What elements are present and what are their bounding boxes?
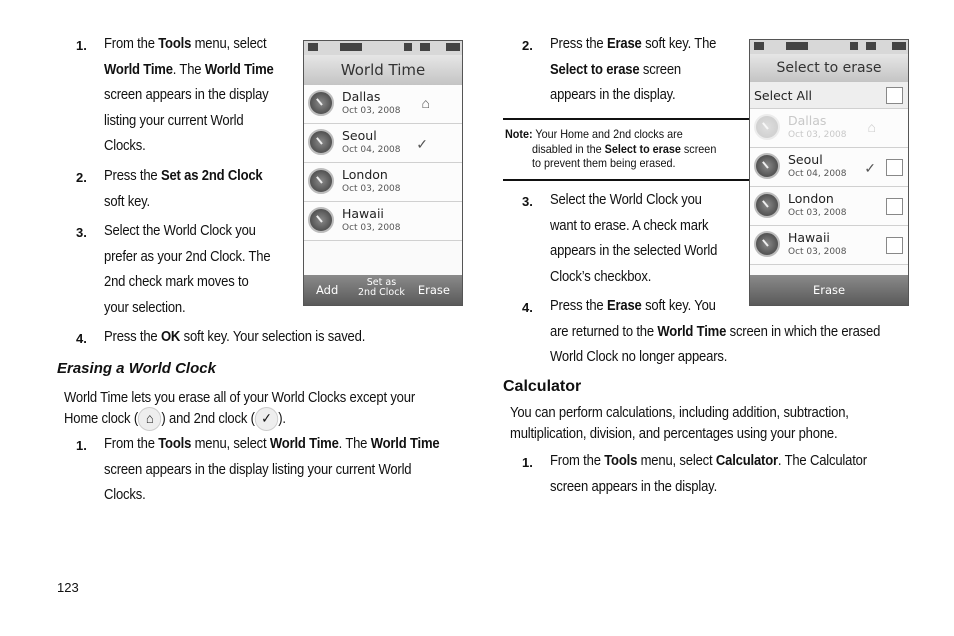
- clock-icon: [308, 129, 334, 155]
- step-text: Press the Erase soft key. You are returned to the World Time screen in which the erased World Clock no longer appears.: [550, 298, 881, 365]
- soft-key-bar: [304, 275, 462, 305]
- step-number: 3.: [76, 225, 87, 240]
- section-heading: Erasing a World Clock: [57, 360, 216, 377]
- clock-name: Seoul: [342, 128, 377, 143]
- clock-icon: [308, 90, 334, 116]
- list-item[interactable]: [304, 124, 462, 163]
- checkbox[interactable]: [886, 198, 903, 215]
- clock-name: London: [788, 191, 834, 206]
- note-block: Note: Your Home and 2nd clocks are disabled in the Select to erase screen to prevent them being erased.: [505, 127, 717, 170]
- clock-date: Oct 03, 2008: [342, 223, 401, 233]
- phone-screen-world-time: [303, 40, 463, 306]
- check-icon: ✓: [416, 136, 428, 152]
- set-2nd-clock-softkey[interactable]: Set as 2nd Clock: [358, 277, 405, 298]
- check-icon: ✓: [255, 407, 278, 431]
- clock-icon: [754, 153, 780, 179]
- clock-date: Oct 04, 2008: [342, 145, 401, 155]
- clock-date: Oct 04, 2008: [788, 169, 847, 179]
- clock-icon: [308, 207, 334, 233]
- step-text: Press the Erase soft key. The Select to erase screen appears in the display.: [550, 36, 717, 103]
- screen-title: Select to erase: [750, 54, 908, 82]
- step-text: Select the World Clock you want to erase. A check mark appears in the selected World Clock’s checkbox.: [550, 192, 718, 285]
- check-icon: ✓: [864, 160, 876, 176]
- list-item[interactable]: [304, 163, 462, 202]
- clock-date: Oct 03, 2008: [788, 130, 847, 140]
- checkbox[interactable]: [886, 159, 903, 176]
- select-all-label: Select All: [754, 88, 813, 103]
- erase-softkey[interactable]: Erase: [417, 283, 450, 297]
- step-number: 3.: [522, 194, 533, 209]
- select-all-row[interactable]: [750, 82, 908, 109]
- status-bar: [304, 41, 462, 55]
- soft-key-bar: [750, 275, 908, 305]
- section-heading: Calculator: [503, 378, 582, 395]
- intro-text: You can perform calculations, including addition, subtraction, multiplication, division, and percentages using your phone.: [510, 405, 849, 442]
- clock-name: Hawaii: [342, 206, 384, 221]
- clock-date: Oct 03, 2008: [788, 247, 847, 257]
- phone-screen-select-to-erase: [749, 39, 909, 306]
- note-rule-top: [503, 118, 749, 120]
- clock-icon: [754, 231, 780, 257]
- list-item[interactable]: [750, 187, 908, 226]
- page-number: 123: [57, 580, 79, 595]
- clock-date: Oct 03, 2008: [342, 184, 401, 194]
- step-number: 1.: [76, 438, 87, 453]
- intro-text: Home clock ( ⌂ ) and 2nd clock ( ✓ ).: [64, 407, 286, 433]
- step-text: From the Tools menu, select Calculator. The Calculator screen appears in the display.: [550, 453, 867, 495]
- clock-name: Dallas: [342, 89, 381, 104]
- clock-icon: [754, 192, 780, 218]
- clock-date: Oct 03, 2008: [342, 106, 401, 116]
- home-icon: ⌂: [138, 407, 161, 431]
- clock-icon: [754, 114, 780, 140]
- clock-name: Hawaii: [788, 230, 830, 245]
- list-item[interactable]: [304, 202, 462, 241]
- add-softkey[interactable]: Add: [316, 283, 339, 297]
- step-text: Press the OK soft key. Your selection is saved.: [104, 329, 366, 345]
- checkbox[interactable]: [886, 237, 903, 254]
- clock-date: Oct 03, 2008: [788, 208, 847, 218]
- step-text: Select the World Clock you prefer as your 2nd Clock. The 2nd check mark moves to your selection.: [104, 223, 271, 316]
- screen-title: World Time: [304, 55, 462, 85]
- erase-softkey[interactable]: Erase: [813, 283, 846, 297]
- checkbox[interactable]: [886, 87, 903, 104]
- step-number: 1.: [522, 455, 533, 470]
- step-text: Press the Set as 2nd Clock soft key.: [104, 168, 263, 210]
- step-text: From the Tools menu, select World Time. The World Time screen appears in the display listing your current World Clocks.: [104, 436, 440, 503]
- list-item[interactable]: [304, 85, 462, 124]
- note-rule-bottom: [503, 179, 749, 181]
- list-item: [750, 109, 908, 148]
- step-number: 2.: [76, 170, 87, 185]
- list-item[interactable]: [750, 148, 908, 187]
- clock-icon: [308, 168, 334, 194]
- status-bar: [750, 40, 908, 54]
- list-item[interactable]: [750, 226, 908, 265]
- step-number: 4.: [76, 331, 87, 346]
- step-text: From the Tools menu, select World Time. The World Time screen appears in the display listing your current World Clocks.: [104, 36, 274, 154]
- intro-text: World Time lets you erase all of your World Clocks except your: [64, 390, 415, 406]
- step-number: 4.: [522, 300, 533, 315]
- home-icon: ⌂: [421, 95, 430, 111]
- home-icon: ⌂: [867, 119, 876, 135]
- clock-name: Dallas: [788, 113, 827, 128]
- step-number: 1.: [76, 38, 87, 53]
- clock-name: London: [342, 167, 388, 182]
- clock-name: Seoul: [788, 152, 823, 167]
- step-number: 2.: [522, 38, 533, 53]
